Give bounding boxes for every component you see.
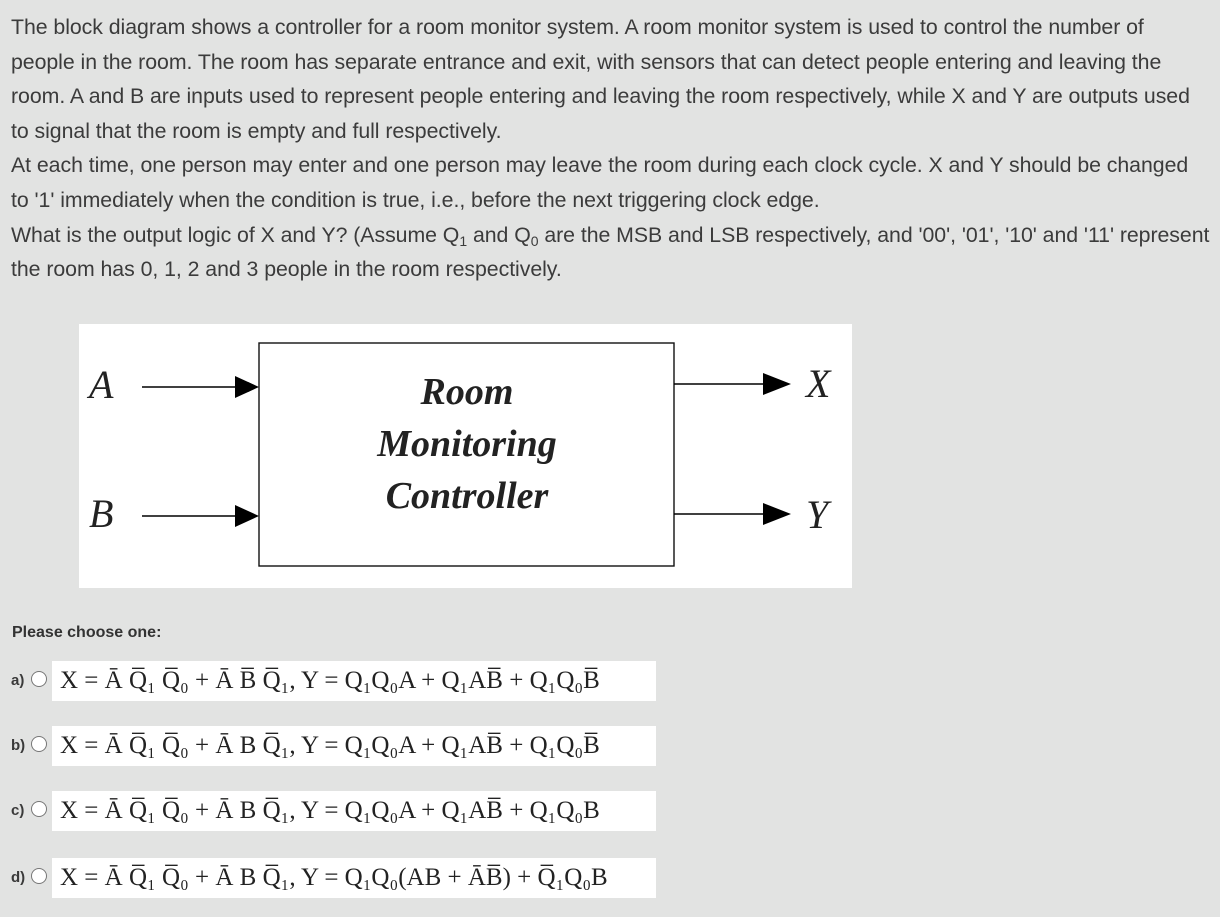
option-b-formula[interactable] xyxy=(52,726,656,766)
option-letter: c) xyxy=(11,802,25,819)
question-paragraph-1: The block diagram shows a controller for a room monitor system. A room monitor system is used to control the number of people in the room. The room has separate entrance and exit, with sensors that can detect people entering and leaving the room. A and B are inputs used to represent people entering and leaving the room respectively, while X and Y are outputs used to signal that the room is empty and full respectively. xyxy=(11,15,1190,143)
question-text xyxy=(11,10,1211,287)
output-y-label: Y xyxy=(806,492,829,537)
input-a-arrowhead xyxy=(235,376,259,398)
formula-text: X = Ā Q̅₁ Q̅₀ + Ā B Q̅₁, xyxy=(60,797,296,824)
formula-text: Y = Q₁Q₀A + Q₁AB̅ + Q₁Q₀B̅ xyxy=(300,667,600,694)
formula-text: Y = Q₁Q₀A + Q₁AB̅ + Q₁Q₀B xyxy=(300,797,600,824)
input-b-arrowhead xyxy=(235,505,259,527)
output-y-arrowhead xyxy=(763,503,791,525)
option-c-formula[interactable] xyxy=(52,791,656,831)
question-text-part: What is the output logic of X and Y? (Assume Q xyxy=(11,222,460,247)
block-diagram xyxy=(79,324,852,588)
option-a-formula[interactable] xyxy=(52,661,656,701)
option-a-radio[interactable] xyxy=(31,671,47,687)
output-x-label: X xyxy=(806,361,831,406)
option-c-radio[interactable] xyxy=(31,801,47,817)
block-label-line-3: Controller xyxy=(385,475,549,517)
option-d-formula[interactable] xyxy=(52,858,656,898)
option-b-radio[interactable] xyxy=(31,736,47,752)
output-x-arrowhead xyxy=(763,373,791,395)
question-paragraph-3 xyxy=(11,218,1211,287)
input-b-label: B xyxy=(89,491,114,536)
subscript: 0 xyxy=(530,232,539,249)
question-paragraph-2: At each time, one person may enter and one person may leave the room during each clock cycle. X and Y should be changed to '1' immediately when the condition is true, i.e., before the next triggering clock edge. xyxy=(11,153,1189,212)
formula-text: X = Ā Q̅₁ Q̅₀ + Ā B Q̅₁, xyxy=(60,864,296,891)
option-letter: b) xyxy=(11,737,26,754)
choose-prompt: Please choose one: xyxy=(12,624,162,641)
formula-text: X = Ā Q̅₁ Q̅₀ + Ā B Q̅₁, xyxy=(60,732,296,759)
option-letter: a) xyxy=(11,672,25,689)
option-d[interactable] xyxy=(0,858,700,898)
subscript: 1 xyxy=(459,232,468,249)
question-text-part: are the MSB and LSB respectively, and '00', '01', '10' and '11' represent the room has 0, 1, 2 and 3 people in the room respectively. xyxy=(11,222,1210,282)
option-letter: d) xyxy=(11,869,26,886)
formula-text: X = Ā Q̅₁ Q̅₀ + Ā B̅ Q̅₁, xyxy=(60,667,296,694)
formula-text: Y = Q₁Q₀A + Q₁AB̅ + Q₁Q₀B̅ xyxy=(300,732,600,759)
option-c[interactable] xyxy=(0,791,700,831)
question-text-part: and Q xyxy=(467,222,531,247)
formula-text: Y = Q₁Q₀(AB + ĀB̅) + Q̅₁Q₀B xyxy=(300,864,608,891)
option-d-radio[interactable] xyxy=(31,868,47,884)
option-a[interactable] xyxy=(0,661,700,701)
input-a-label: A xyxy=(89,362,114,407)
block-label-line-2: Monitoring xyxy=(377,423,557,465)
option-b[interactable] xyxy=(0,726,700,766)
block-label-line-1: Room xyxy=(420,371,514,413)
